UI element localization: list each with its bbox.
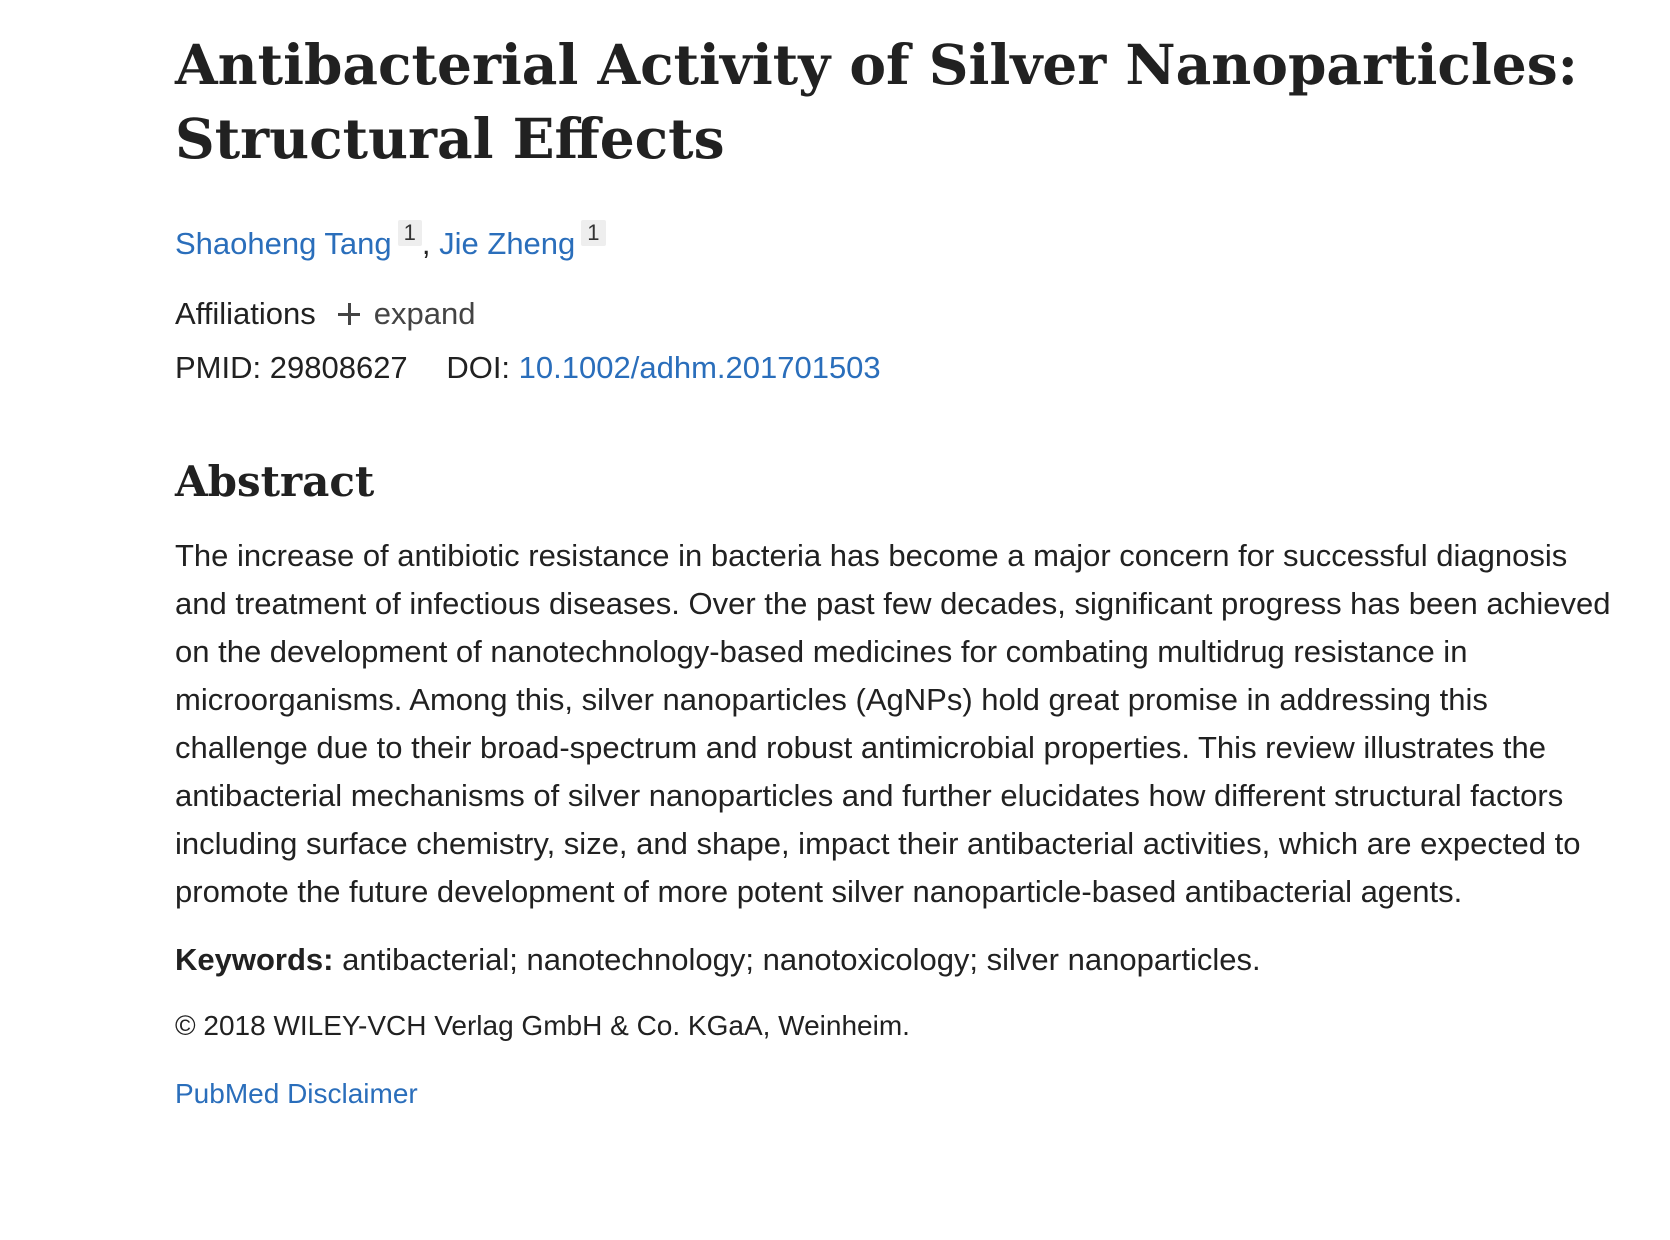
affiliations-row [175,294,1645,334]
doi-link[interactable]: 10.1002/adhm.201701503 [518,350,881,385]
pubmed-disclaimer-link[interactable]: PubMed Disclaimer [175,1078,418,1109]
copyright-notice: © 2018 WILEY-VCH Verlag GmbH & Co. KGaA, Weinheim. [175,1010,910,1041]
affiliation-ref-button[interactable]: 1 [398,220,422,246]
plus-icon [338,303,360,325]
abstract-text: The increase of antibiotic resistance in bacteria has become a major concern for successful diagnosis and treatment of infectious diseases. Over the past few decades, significant progress has been achieved on the development of nanotechnology-based medicines for combating multidrug resistance in microorganisms. Among this, silver nanoparticles (AgNPs) hold great promise in addressing this challenge due to their broad-spectrum and robust antimicrobial properties. This review illustrates the antibacterial mechanisms of silver nanoparticles and further elucidates how different structural factors including surface chemistry, size, and shape, impact their antibacterial activities, which are expected to promote the future development of more potent silver nanoparticle-based antibacterial agents. [175,538,1611,909]
keywords-list: antibacterial; nanotechnology; nanotoxicology; silver nanoparticles. [342,942,1261,977]
affiliations-label: Affiliations [175,296,316,331]
pmid-label: PMID: [175,350,262,385]
author-link-shaoheng-tang[interactable]: Shaoheng Tang [175,226,392,261]
pmid-value: 29808627 [269,350,408,385]
article-content [175,28,1645,1114]
doi-label: DOI: [446,350,511,385]
abstract-heading: Abstract [175,457,375,506]
author-link-jie-zheng[interactable]: Jie Zheng [439,226,576,261]
affiliation-ref-button[interactable]: 1 [581,220,605,246]
author-separator: , [421,226,431,261]
expand-affiliations-button[interactable] [338,294,476,334]
author-list [175,220,1645,264]
identifiers-row [175,348,1645,388]
expand-label: expand [373,296,476,331]
article-title: Antibacterial Activity of Silver Nanoparticles: Structural Effects [175,32,1578,171]
keywords-label: Keywords: [175,942,334,977]
keywords-row [175,936,1645,984]
